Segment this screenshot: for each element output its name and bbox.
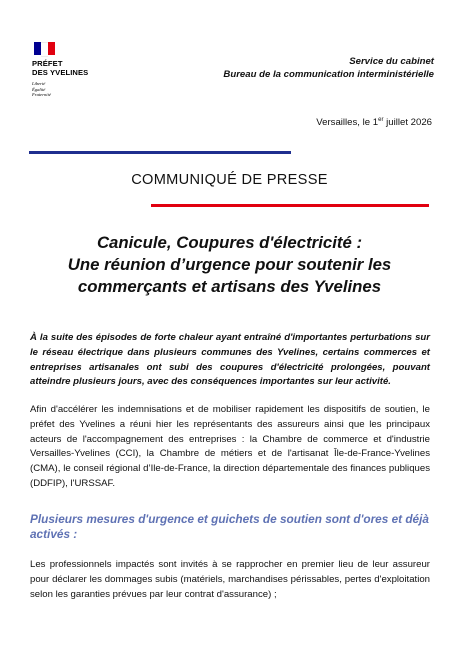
blue-divider	[29, 151, 291, 154]
logo-title-line2: DES YVELINES	[32, 67, 89, 77]
headline-line2: Une réunion d’urgence pour soutenir les	[67, 255, 392, 274]
motto-egalite: Égalité	[32, 86, 46, 92]
date-prefix: Versailles, le 1	[316, 117, 379, 129]
date-suffix: juillet 2026	[383, 117, 432, 129]
dateline	[316, 117, 432, 128]
headline-line1: Canicule, Coupures d'électricité :	[96, 233, 363, 252]
marianne-flag-icon	[34, 42, 56, 55]
body-paragraph-1: Afin d'accélérer les indemnisations et de mobiliser rapidement les dispositifs de soutien, le préfet des Yvelines a réuni hier les représentants des assureurs ainsi que les principaux acteurs de l'accompagnement des entreprises : la Chambre de commerce et d'industrie Versailles-Yvelines (CCI), la Chambre de métiers et de l'artisanat Île-de-France-Yvelines (CMA), le conseil régional d’Ile-de-France, la direction départementale des finances publiques (DDFIP), l'URSSAF.	[30, 404, 430, 489]
body-paragraph-2: Les professionnels impactés sont invités à se rapprocher en premier lieu de leur assureur pour déclarer les dommages subis (matériels, marchandises périssables, pertes d'exploitation selon les garanties prévues par leur contrat d'assurance) ;	[30, 559, 430, 600]
service-header	[223, 55, 434, 82]
headline-line3: commerçants et artisans des Yvelines	[77, 277, 382, 296]
lede-paragraph: À la suite des épisodes de forte chaleur ayant entraîné d'importantes perturbations sur le réseau électrique dans plusieurs communes des Yvelines, certains commerces et entreprises artisanales ont subi des coupures d'électricité prolongées, pouvant atteindre plusieurs jours, avec des conséquences importantes sur leur activité.	[30, 332, 430, 388]
date-ordinal: er	[378, 117, 384, 123]
headline	[0, 232, 459, 298]
red-divider	[151, 204, 429, 207]
service-name: Service du cabinet	[349, 56, 434, 67]
press-release-label: COMMUNIQUÉ DE PRESSE	[131, 172, 328, 188]
prefecture-logo	[32, 42, 112, 97]
logo-title-line1: PRÉFET	[32, 59, 63, 68]
logo-title	[32, 60, 112, 77]
bureau-name: Bureau de la communication interministérielle	[223, 69, 434, 81]
republic-motto	[32, 81, 112, 97]
motto-fraternite: Fraternité	[32, 92, 51, 97]
section-subheading: Plusieurs mesures d'urgence et guichets de soutien sont d'ores et déjà activés :	[30, 512, 429, 541]
motto-liberte: Liberté	[32, 81, 46, 87]
